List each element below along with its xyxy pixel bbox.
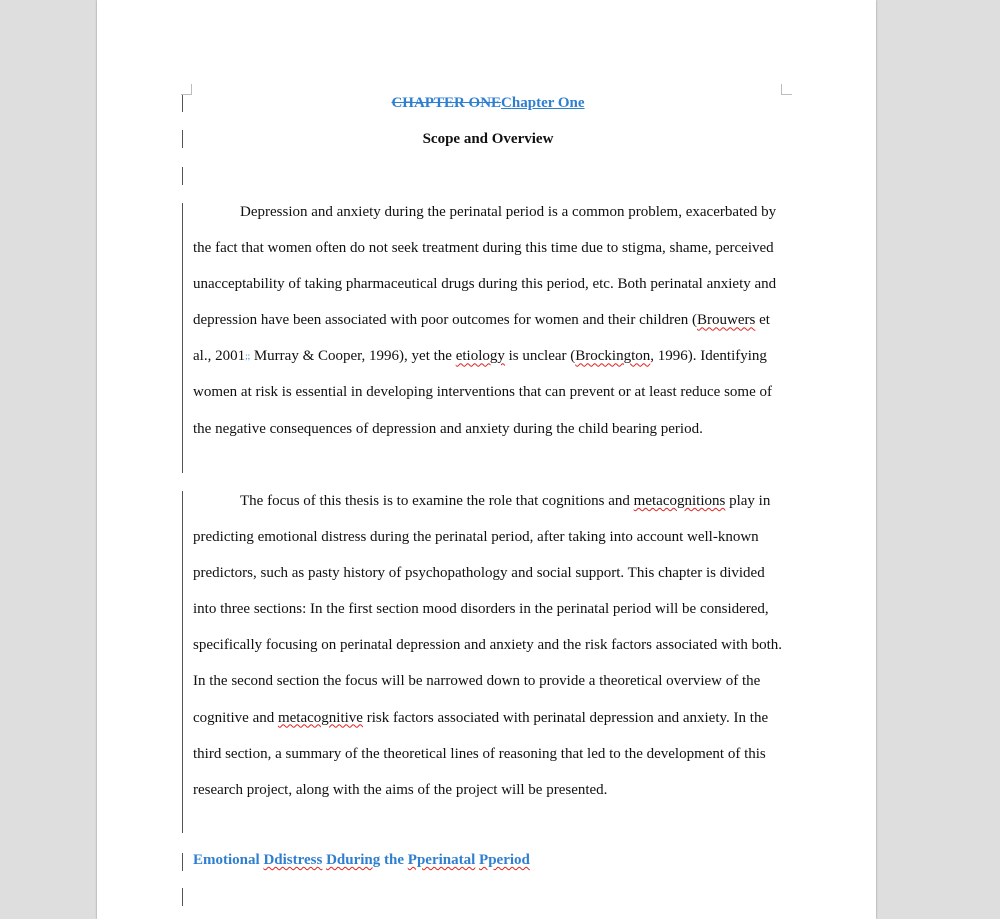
change-bar xyxy=(182,130,183,148)
misspelled-word[interactable]: metacognitive xyxy=(277,709,363,726)
change-bar xyxy=(182,203,183,473)
paragraph-text: risk factors associated with perinatal depression and anxiety. In the third section, a summary of the theoretical lines of reasoning that led to the development of this research project, along with the aims of the project will be presented. xyxy=(193,709,769,798)
paragraph-text: Murray & Cooper, 1996), yet the xyxy=(250,348,456,365)
chapter-heading[interactable] xyxy=(193,95,783,112)
change-bar xyxy=(182,95,183,112)
paragraph-text: is unclear ( xyxy=(504,348,576,365)
deleted-text: CHAPTER ONE xyxy=(391,95,502,111)
paragraph-text: The focus of this thesis is to examine the role that cognitions and xyxy=(240,493,634,509)
inserted-text: hapter One xyxy=(511,95,585,111)
change-bar xyxy=(182,167,183,185)
misspelled-word[interactable]: Dduring xyxy=(326,852,381,868)
change-bar xyxy=(182,888,183,906)
misspelled-word[interactable]: etiology xyxy=(455,348,505,365)
margin-corner-top-right xyxy=(781,84,792,95)
paragraph-text: play in predicting emotional distress during the perinatal period, after taking into account well-known predictors, such as pasty history of psychopathology and social support. This chapter is divided into three sections: In the first section mood disorders in the perinatal period will be considered, specifically focusing on perinatal depression and anxiety and the risk factors associated with both. In the second section the focus will be narrowed down to provide a theoretical overview of the cognitive and xyxy=(193,493,782,726)
subheading-text: the xyxy=(380,852,408,868)
inserted-text: C xyxy=(501,95,512,111)
subheading-text: Emotional xyxy=(193,852,264,868)
paragraph-text: , 1996). Identifying women at risk is essential in developing interventions that can prevent or at least reduce some of the negative consequences of depression and anxiety during the child bearing period. xyxy=(193,348,772,437)
paragraph-text: et al., 2001 xyxy=(193,312,770,365)
margin-corner-top-left xyxy=(181,84,192,95)
paragraph-text: Depression and anxiety during the perinatal period is a common problem, exacerbated by the fact that women often do not seek treatment during this time due to stigma, shame, perceived unacceptability of taking pharmaceutical drugs during this period, etc. Both perinatal anxiety and depression have been associated with poor outcomes for women and their children ( xyxy=(193,204,777,329)
misspelled-word[interactable]: Brockington xyxy=(575,348,651,365)
misspelled-word[interactable]: Pperinatal xyxy=(407,852,476,868)
paragraph-1[interactable] xyxy=(193,194,789,447)
misspelled-word[interactable]: Brouwers xyxy=(697,312,756,329)
section-title[interactable]: Scope and Overview xyxy=(422,131,554,147)
change-bar xyxy=(182,491,183,833)
misspelled-word[interactable]: Pperiod xyxy=(479,852,530,868)
tracked-change-mark[interactable]: ;; xyxy=(245,351,251,362)
subheading-emotional-distress[interactable] xyxy=(193,852,530,869)
misspelled-word[interactable]: metacognitions xyxy=(633,493,726,509)
misspelled-word[interactable]: Ddistress xyxy=(263,852,323,868)
document-page[interactable] xyxy=(97,0,876,919)
paragraph-2[interactable] xyxy=(193,483,789,808)
change-bar xyxy=(182,853,183,871)
